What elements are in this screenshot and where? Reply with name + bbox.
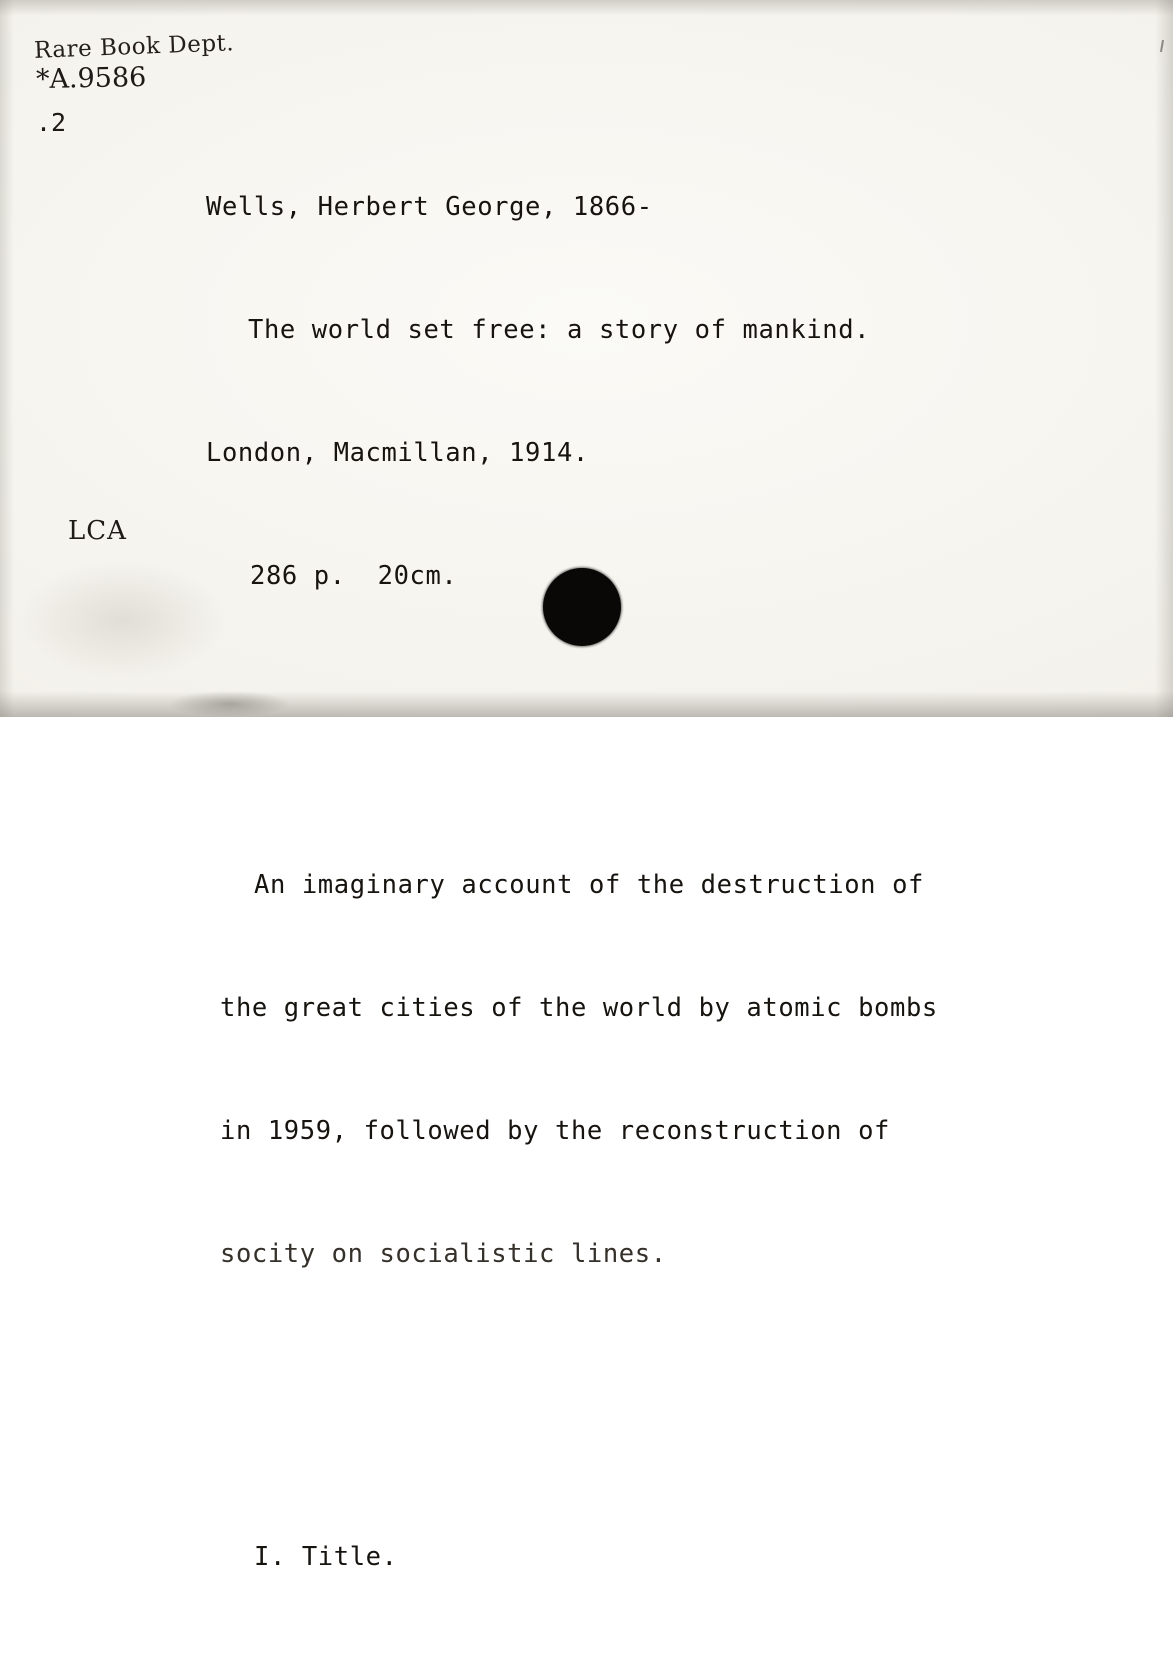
entry-collation: 286 p. 20cm.: [250, 561, 458, 591]
entry-note-line: socity on socialistic lines.: [220, 1239, 667, 1269]
entry-note-line: in 1959, followed by the reconstruction of: [220, 1116, 890, 1146]
entry-note-line: An imaginary account of the destruction of: [254, 870, 924, 900]
punch-hole-icon: [543, 568, 621, 646]
department-stamp: Rare Book Dept.: [33, 30, 235, 64]
entry-note-line: the great cities of the world by atomic bombs: [220, 993, 938, 1023]
entry-spacer-1: [206, 720, 1146, 742]
catalog-mark: LCA: [68, 516, 127, 546]
entry-author: Wells, Herbert George, 1866-: [206, 192, 653, 222]
entry-tracing: I. Title.: [254, 1542, 398, 1572]
call-number-line-1: *A.9586: [35, 61, 147, 96]
call-number-line-2: .2: [36, 108, 67, 137]
bibliographic-entry: [206, 105, 1146, 1660]
entry-title: The world set free: a story of mankind.: [248, 315, 871, 345]
entry-imprint: London, Macmillan, 1914.: [206, 438, 589, 468]
entry-spacer-2: [206, 1398, 1146, 1414]
